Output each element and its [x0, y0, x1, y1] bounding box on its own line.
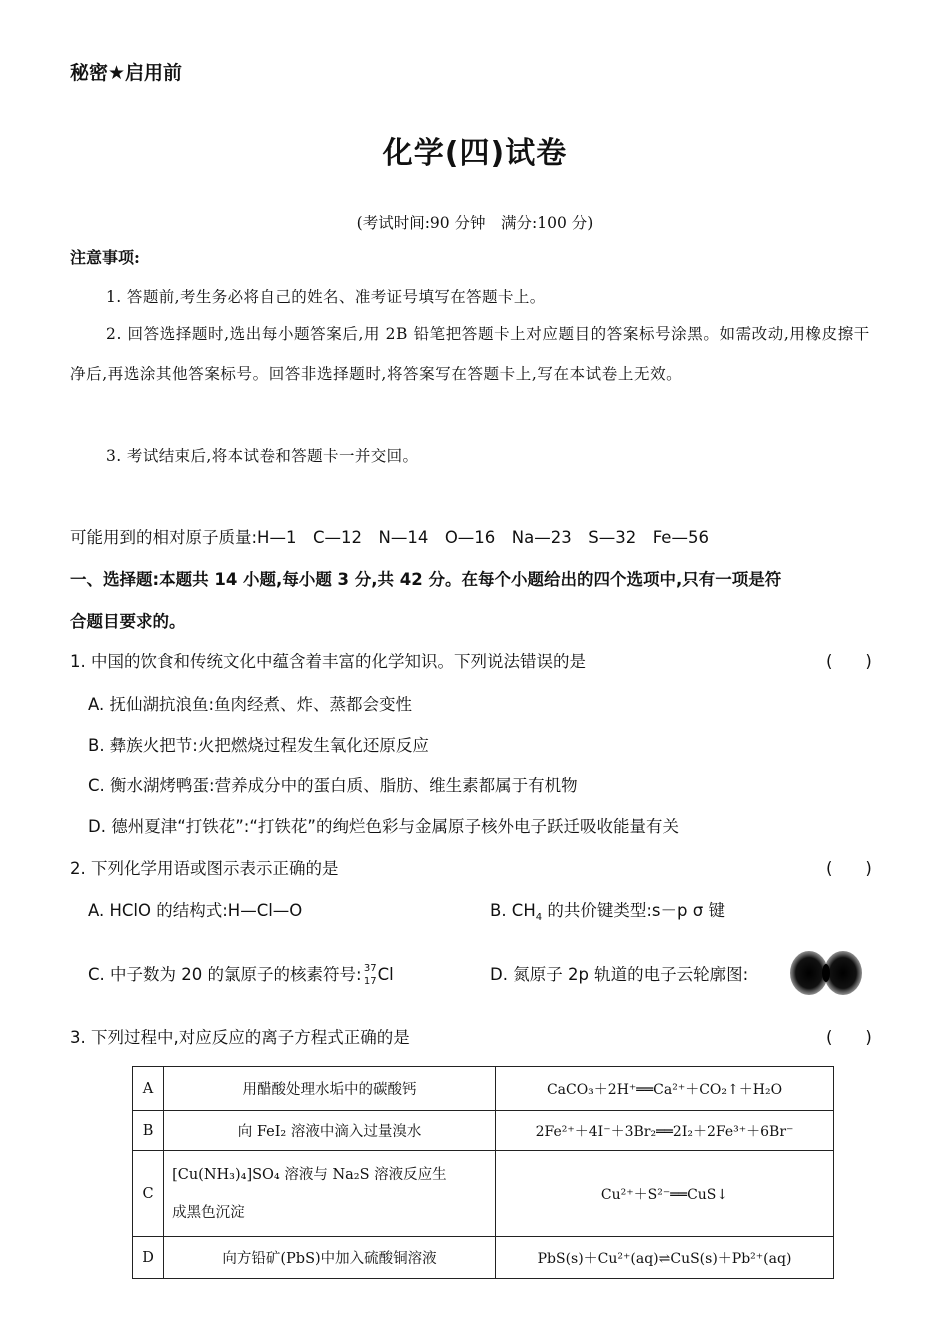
- row-description-line: 成黑色沉淀: [172, 1204, 245, 1221]
- answer-bracket: ( ): [826, 859, 872, 878]
- question-2-stem: 2. 下列化学用语或图示表示正确的是: [70, 859, 339, 878]
- row-label: C: [133, 1151, 164, 1237]
- q2-option-a: A. HClO 的结构式:H—Cl—O: [88, 901, 303, 920]
- q2-b-subscript: 4: [535, 912, 543, 923]
- row-description: 向 FeI₂ 溶液中滴入过量溴水: [164, 1111, 496, 1151]
- q1-option-d: D. 德州夏津“打铁花”:“打铁花”的绚烂色彩与金属原子核外电子跃迁吸收能量有关: [88, 817, 679, 836]
- q1-option-b: B. 彝族火把节:火把燃烧过程发生氧化还原反应: [88, 736, 429, 755]
- row-description-line: [Cu(NH₃)₄]SO₄ 溶液与 Na₂S 溶液反应生: [172, 1166, 447, 1183]
- table-row: [133, 1067, 834, 1111]
- row-equation: CaCO₃＋2H⁺══Ca²⁺＋CO₂↑＋H₂O: [496, 1067, 834, 1111]
- question-3-stem: 3. 下列过程中,对应反应的离子方程式正确的是: [70, 1028, 410, 1047]
- table-row: [133, 1111, 834, 1151]
- notice-item: 2. 回答选择题时,选出每小题答案后,用 2B 铅笔把答题卡上对应题目的答案标号涂黑。如需改动,用橡皮擦干净后,再选涂其他答案标号。回答非选择题时,将答案写在答题卡上,写在本试卷上无效。: [70, 325, 870, 383]
- q2-option-c: [88, 961, 394, 985]
- table-row: [133, 1151, 834, 1237]
- row-description: 用醋酸处理水垢中的碳酸钙: [164, 1067, 496, 1111]
- answer-bracket: ( ): [826, 652, 872, 671]
- q2-c-text: C. 中子数为 20 的氯原子的核素符号:: [88, 965, 362, 984]
- element-symbol: Cl: [377, 965, 394, 984]
- q2-b-text-post: 的共价键类型:s－p σ 键: [542, 901, 725, 920]
- q1-option-c: C. 衡水湖烤鸭蛋:营养成分中的蛋白质、脂肪、维生素都属于有机物: [88, 776, 578, 795]
- answer-bracket: ( ): [826, 1028, 872, 1047]
- confidential-mark: 秘密★启用前: [70, 62, 183, 84]
- section-heading-cont: 合题目要求的。: [70, 612, 186, 631]
- notice-item: 1. 答题前,考生务必将自己的姓名、准考证号填写在答题卡上。: [106, 288, 546, 306]
- row-description: [164, 1151, 496, 1237]
- section-heading: 一、选择题:本题共 14 小题,每小题 3 分,共 42 分。在每个小题给出的四个选项中,只有一项是符: [70, 570, 782, 589]
- p-orbital-icon: [788, 947, 864, 999]
- q2-b-text: B. CH: [490, 901, 536, 920]
- q1-option-a: A. 抚仙湖抗浪鱼:鱼肉经煮、炸、蒸都会变性: [88, 695, 413, 714]
- row-equation: PbS(s)＋Cu²⁺(aq)⇌CuS(s)＋Pb²⁺(aq): [496, 1237, 834, 1279]
- reaction-table: [132, 1066, 834, 1279]
- table-row: [133, 1237, 834, 1279]
- row-equation: Cu²⁺＋S²⁻══CuS↓: [496, 1151, 834, 1237]
- row-label: B: [133, 1111, 164, 1151]
- mass-number: 37: [363, 962, 377, 974]
- atomic-number: 17: [363, 975, 377, 987]
- question-1-stem: 1. 中国的饮食和传统文化中蕴含着丰富的化学知识。下列说法错误的是: [70, 652, 586, 671]
- exam-info: (考试时间:90 分钟 满分:100 分): [356, 214, 594, 232]
- q2-option-b: [490, 897, 725, 921]
- row-label: A: [133, 1067, 164, 1111]
- page-title: 化学(四)试卷: [382, 136, 568, 171]
- q2-option-d: D. 氮原子 2p 轨道的电子云轮廓图:: [490, 965, 749, 984]
- row-description: 向方铅矿(PbS)中加入硫酸铜溶液: [164, 1237, 496, 1279]
- row-equation: 2Fe²⁺＋4I⁻＋3Br₂══2I₂＋2Fe³⁺＋6Br⁻: [496, 1111, 834, 1151]
- nuclide-symbol: [362, 962, 378, 987]
- row-label: D: [133, 1237, 164, 1279]
- atomic-masses: 可能用到的相对原子质量:H—1 C—12 N—14 O—16 Na—23 S—32 Fe—56: [70, 528, 709, 547]
- notice-heading: 注意事项:: [70, 248, 140, 267]
- notice-item: 3. 考试结束后,将本试卷和答题卡一并交回。: [106, 447, 419, 465]
